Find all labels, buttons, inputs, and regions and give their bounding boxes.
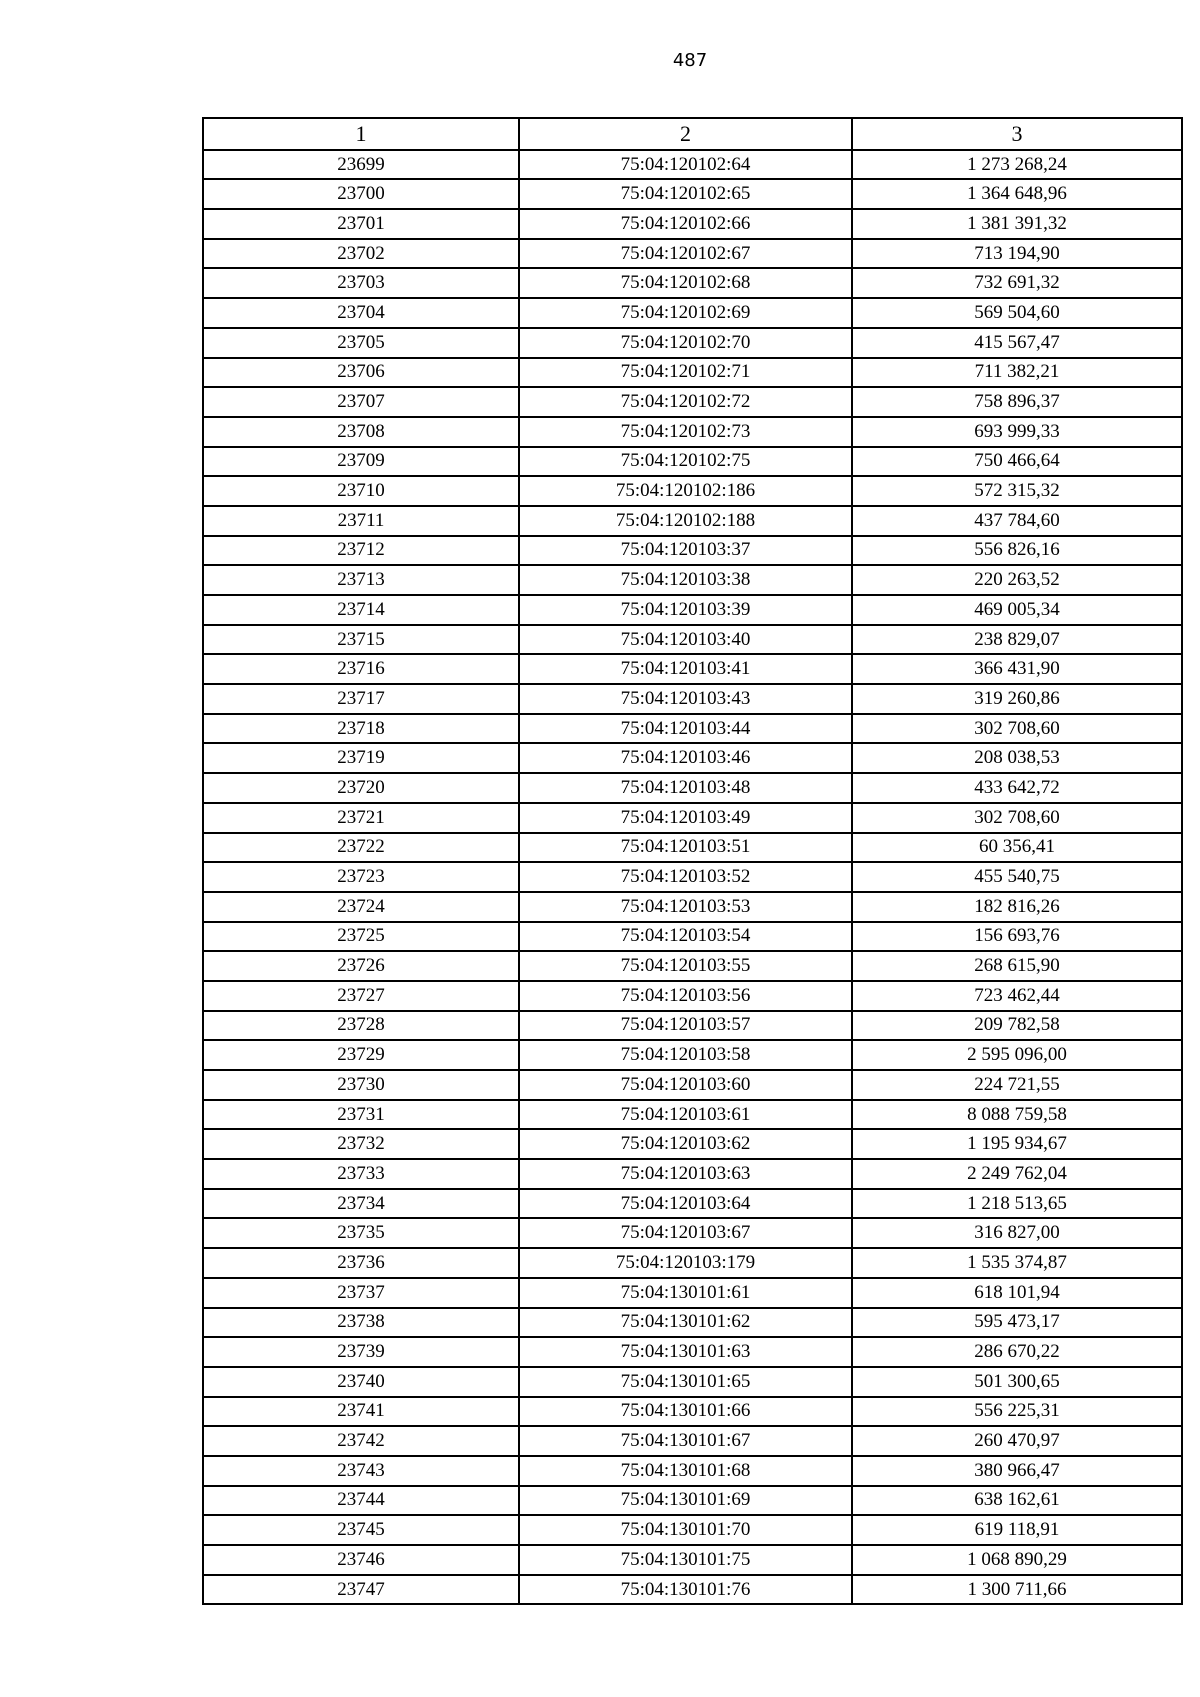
cadastral-number-cell: 75:04:120103:58	[519, 1040, 852, 1070]
cadastral-number-cell: 75:04:120102:66	[519, 209, 852, 239]
row-number-cell: 23717	[203, 684, 519, 714]
row-number-cell: 23710	[203, 476, 519, 506]
value-cell: 208 038,53	[852, 743, 1182, 773]
value-cell: 319 260,86	[852, 684, 1182, 714]
value-cell: 713 194,90	[852, 239, 1182, 269]
row-number-cell: 23742	[203, 1426, 519, 1456]
row-number-cell: 23729	[203, 1040, 519, 1070]
value-cell: 556 826,16	[852, 536, 1182, 566]
value-cell: 302 708,60	[852, 714, 1182, 744]
value-cell: 8 088 759,58	[852, 1100, 1182, 1130]
value-cell: 302 708,60	[852, 803, 1182, 833]
table-row	[203, 1248, 1182, 1278]
row-number-cell: 23704	[203, 298, 519, 328]
value-cell: 732 691,32	[852, 268, 1182, 298]
row-number-cell: 23720	[203, 773, 519, 803]
table-row	[203, 565, 1182, 595]
cadastral-number-cell: 75:04:130101:75	[519, 1545, 852, 1575]
table-row	[203, 892, 1182, 922]
cadastral-number-cell: 75:04:120103:52	[519, 862, 852, 892]
table-row	[203, 1129, 1182, 1159]
value-cell: 1 381 391,32	[852, 209, 1182, 239]
table-row	[203, 684, 1182, 714]
row-number-cell: 23712	[203, 536, 519, 566]
cadastral-number-cell: 75:04:120103:67	[519, 1218, 852, 1248]
cadastral-number-cell: 75:04:120102:188	[519, 506, 852, 536]
table-row	[203, 743, 1182, 773]
cadastral-number-cell: 75:04:120103:60	[519, 1070, 852, 1100]
cadastral-number-cell: 75:04:120103:64	[519, 1189, 852, 1219]
cadastral-number-cell: 75:04:120102:68	[519, 268, 852, 298]
cadastral-number-cell: 75:04:120103:37	[519, 536, 852, 566]
table-row	[203, 951, 1182, 981]
row-number-cell: 23726	[203, 951, 519, 981]
cadastral-number-cell: 75:04:120103:62	[519, 1129, 852, 1159]
value-cell: 595 473,17	[852, 1308, 1182, 1338]
table-row	[203, 1100, 1182, 1130]
row-number-cell: 23737	[203, 1278, 519, 1308]
value-cell: 469 005,34	[852, 595, 1182, 625]
cadastral-number-cell: 75:04:120103:55	[519, 951, 852, 981]
cadastral-number-cell: 75:04:120103:63	[519, 1159, 852, 1189]
cadastral-number-cell: 75:04:120103:40	[519, 625, 852, 655]
table-row	[203, 981, 1182, 1011]
value-cell: 1 218 513,65	[852, 1189, 1182, 1219]
cadastral-number-cell: 75:04:130101:69	[519, 1486, 852, 1516]
table-row	[203, 179, 1182, 209]
cadastral-number-cell: 75:04:130101:68	[519, 1456, 852, 1486]
row-number-cell: 23699	[203, 150, 519, 180]
row-number-cell: 23702	[203, 239, 519, 269]
cadastral-number-cell: 75:04:120103:39	[519, 595, 852, 625]
cadastral-number-cell: 75:04:120103:57	[519, 1011, 852, 1041]
row-number-cell: 23706	[203, 358, 519, 388]
table-row	[203, 1545, 1182, 1575]
value-cell: 260 470,97	[852, 1426, 1182, 1456]
row-number-cell: 23722	[203, 833, 519, 863]
row-number-cell: 23727	[203, 981, 519, 1011]
row-number-cell: 23724	[203, 892, 519, 922]
row-number-cell: 23744	[203, 1486, 519, 1516]
value-cell: 220 263,52	[852, 565, 1182, 595]
cadastral-number-cell: 75:04:120103:44	[519, 714, 852, 744]
table-row	[203, 714, 1182, 744]
cadastral-number-cell: 75:04:130101:62	[519, 1308, 852, 1338]
value-cell: 156 693,76	[852, 922, 1182, 952]
cadastral-number-cell: 75:04:120102:70	[519, 328, 852, 358]
cadastral-number-cell: 75:04:120103:41	[519, 654, 852, 684]
table-row	[203, 417, 1182, 447]
row-number-cell: 23707	[203, 387, 519, 417]
value-cell: 286 670,22	[852, 1337, 1182, 1367]
table-row	[203, 387, 1182, 417]
table-row	[203, 1070, 1182, 1100]
row-number-cell: 23719	[203, 743, 519, 773]
table-row	[203, 1218, 1182, 1248]
row-number-cell: 23735	[203, 1218, 519, 1248]
value-cell: 366 431,90	[852, 654, 1182, 684]
value-cell: 638 162,61	[852, 1486, 1182, 1516]
page-number: 487	[672, 50, 708, 71]
table-row	[203, 1159, 1182, 1189]
table-row	[203, 1515, 1182, 1545]
value-cell: 455 540,75	[852, 862, 1182, 892]
table-row	[203, 1189, 1182, 1219]
cadastral-number-cell: 75:04:130101:76	[519, 1575, 852, 1605]
value-cell: 1 535 374,87	[852, 1248, 1182, 1278]
table-row	[203, 803, 1182, 833]
table-row	[203, 239, 1182, 269]
table-row	[203, 536, 1182, 566]
table-row	[203, 358, 1182, 388]
value-cell: 711 382,21	[852, 358, 1182, 388]
table-row	[203, 1575, 1182, 1605]
value-cell: 182 816,26	[852, 892, 1182, 922]
column-header: 3	[852, 118, 1182, 150]
cadastral-number-cell: 75:04:130101:63	[519, 1337, 852, 1367]
row-number-cell: 23703	[203, 268, 519, 298]
value-cell: 268 615,90	[852, 951, 1182, 981]
table-row	[203, 1040, 1182, 1070]
row-number-cell: 23730	[203, 1070, 519, 1100]
value-cell: 415 567,47	[852, 328, 1182, 358]
table-row	[203, 1011, 1182, 1041]
value-cell: 2 249 762,04	[852, 1159, 1182, 1189]
value-cell: 380 966,47	[852, 1456, 1182, 1486]
row-number-cell: 23745	[203, 1515, 519, 1545]
cadastral-number-cell: 75:04:120102:75	[519, 447, 852, 477]
table-row	[203, 150, 1182, 180]
cadastral-number-cell: 75:04:120103:56	[519, 981, 852, 1011]
value-cell: 238 829,07	[852, 625, 1182, 655]
table-row	[203, 1308, 1182, 1338]
value-cell: 1 273 268,24	[852, 150, 1182, 180]
cadastral-number-cell: 75:04:120103:43	[519, 684, 852, 714]
value-cell: 758 896,37	[852, 387, 1182, 417]
value-cell: 437 784,60	[852, 506, 1182, 536]
cadastral-number-cell: 75:04:120102:69	[519, 298, 852, 328]
cadastral-number-cell: 75:04:120102:64	[519, 150, 852, 180]
value-cell: 569 504,60	[852, 298, 1182, 328]
table-row	[203, 922, 1182, 952]
table-row	[203, 1426, 1182, 1456]
column-header: 1	[203, 118, 519, 150]
value-cell: 619 118,91	[852, 1515, 1182, 1545]
value-cell: 693 999,33	[852, 417, 1182, 447]
table-row	[203, 773, 1182, 803]
value-cell: 618 101,94	[852, 1278, 1182, 1308]
row-number-cell: 23708	[203, 417, 519, 447]
row-number-cell: 23701	[203, 209, 519, 239]
row-number-cell: 23709	[203, 447, 519, 477]
cadastral-number-cell: 75:04:130101:67	[519, 1426, 852, 1456]
row-number-cell: 23746	[203, 1545, 519, 1575]
row-number-cell: 23738	[203, 1308, 519, 1338]
cadastral-number-cell: 75:04:120102:72	[519, 387, 852, 417]
value-cell: 1 068 890,29	[852, 1545, 1182, 1575]
cadastral-number-cell: 75:04:120102:65	[519, 179, 852, 209]
cadastral-number-cell: 75:04:130101:70	[519, 1515, 852, 1545]
row-number-cell: 23733	[203, 1159, 519, 1189]
value-cell: 750 466,64	[852, 447, 1182, 477]
table-row	[203, 595, 1182, 625]
value-cell: 572 315,32	[852, 476, 1182, 506]
row-number-cell: 23747	[203, 1575, 519, 1605]
row-number-cell: 23716	[203, 654, 519, 684]
table-row	[203, 209, 1182, 239]
table-row	[203, 1486, 1182, 1516]
table-row	[203, 268, 1182, 298]
cadastral-number-cell: 75:04:120103:46	[519, 743, 852, 773]
row-number-cell: 23741	[203, 1397, 519, 1427]
cadastral-number-cell: 75:04:130101:66	[519, 1397, 852, 1427]
cadastral-number-cell: 75:04:120103:179	[519, 1248, 852, 1278]
cadastral-number-cell: 75:04:120103:54	[519, 922, 852, 952]
table-row	[203, 1367, 1182, 1397]
value-cell: 501 300,65	[852, 1367, 1182, 1397]
row-number-cell: 23715	[203, 625, 519, 655]
cadastral-number-cell: 75:04:120103:61	[519, 1100, 852, 1130]
value-cell: 433 642,72	[852, 773, 1182, 803]
cadastral-number-cell: 75:04:120102:73	[519, 417, 852, 447]
row-number-cell: 23723	[203, 862, 519, 892]
cadastral-number-cell: 75:04:120102:71	[519, 358, 852, 388]
table-row	[203, 1278, 1182, 1308]
cadastral-number-cell: 75:04:120103:53	[519, 892, 852, 922]
row-number-cell: 23713	[203, 565, 519, 595]
cadastral-number-cell: 75:04:130101:65	[519, 1367, 852, 1397]
value-cell: 556 225,31	[852, 1397, 1182, 1427]
value-cell: 60 356,41	[852, 833, 1182, 863]
row-number-cell: 23705	[203, 328, 519, 358]
table-row	[203, 1337, 1182, 1367]
row-number-cell: 23732	[203, 1129, 519, 1159]
table-row	[203, 447, 1182, 477]
table-header-row	[203, 118, 1182, 150]
value-cell: 1 195 934,67	[852, 1129, 1182, 1159]
row-number-cell: 23736	[203, 1248, 519, 1278]
value-cell: 209 782,58	[852, 1011, 1182, 1041]
table-row	[203, 506, 1182, 536]
row-number-cell: 23718	[203, 714, 519, 744]
row-number-cell: 23714	[203, 595, 519, 625]
cadastral-number-cell: 75:04:120103:48	[519, 773, 852, 803]
value-cell: 316 827,00	[852, 1218, 1182, 1248]
row-number-cell: 23734	[203, 1189, 519, 1219]
table-row	[203, 328, 1182, 358]
cadastral-number-cell: 75:04:130101:61	[519, 1278, 852, 1308]
cadastral-number-cell: 75:04:120102:67	[519, 239, 852, 269]
value-cell: 1 364 648,96	[852, 179, 1182, 209]
row-number-cell: 23711	[203, 506, 519, 536]
table-row	[203, 476, 1182, 506]
row-number-cell: 23739	[203, 1337, 519, 1367]
row-number-cell: 23725	[203, 922, 519, 952]
table-row	[203, 833, 1182, 863]
value-cell: 2 595 096,00	[852, 1040, 1182, 1070]
row-number-cell: 23743	[203, 1456, 519, 1486]
cadastral-number-cell: 75:04:120103:51	[519, 833, 852, 863]
table-row	[203, 298, 1182, 328]
cadastral-number-cell: 75:04:120102:186	[519, 476, 852, 506]
column-header: 2	[519, 118, 852, 150]
value-cell: 723 462,44	[852, 981, 1182, 1011]
table-row	[203, 654, 1182, 684]
row-number-cell: 23740	[203, 1367, 519, 1397]
row-number-cell: 23721	[203, 803, 519, 833]
table-row	[203, 1456, 1182, 1486]
data-table	[202, 117, 1183, 1605]
row-number-cell: 23731	[203, 1100, 519, 1130]
table-body	[203, 150, 1182, 1605]
value-cell: 1 300 711,66	[852, 1575, 1182, 1605]
cadastral-number-cell: 75:04:120103:38	[519, 565, 852, 595]
table-row	[203, 862, 1182, 892]
value-cell: 224 721,55	[852, 1070, 1182, 1100]
table-row	[203, 625, 1182, 655]
row-number-cell: 23700	[203, 179, 519, 209]
row-number-cell: 23728	[203, 1011, 519, 1041]
table-row	[203, 1397, 1182, 1427]
cadastral-number-cell: 75:04:120103:49	[519, 803, 852, 833]
